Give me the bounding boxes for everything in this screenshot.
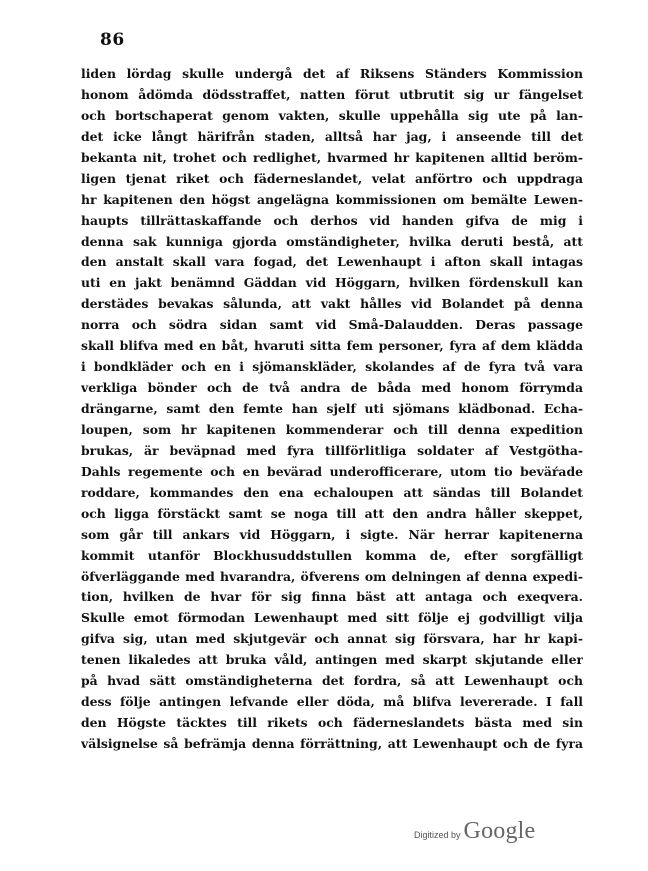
text-line: den Högste täcktes till rikets och fäderneslandets bästa med sin <box>81 715 583 731</box>
text-line: ligen tjenat riket och fäderneslandet, velat anförtro och uppdraga <box>81 170 583 186</box>
text-line: öfverläggande med hvarandra, öfverens om delningen af denna expedi- <box>81 568 583 584</box>
text-line: på hvad sätt omständigheterna det fordra, så att Lewenhaupt och <box>81 673 583 689</box>
text-line: Skulle emot förmodan Lewenhaupt med sitt följe ej godvilligt vilja <box>81 610 583 626</box>
text-line: tenen likaledes att bruka våld, antingen med skarpt skjutande eller <box>81 652 583 668</box>
text-line: skall blifva med en båt, hvaruti sitta fem personer, fyra af dem klädda <box>81 338 583 354</box>
body-text <box>81 64 583 755</box>
text-line: brukas, är beväpnad med fyra tillförlitliga soldater af Vestgötha- <box>81 442 583 458</box>
text-line: verkliga bönder och de två andra de båda med honom förrymda <box>81 380 583 396</box>
text-line: och ligga förstäckt samt se noga till att den andra håller skeppet, <box>81 505 583 521</box>
text-line: hr kapitenen den högst angelägna kommissionen om bemälte Lewen- <box>81 191 583 207</box>
google-logo: Google <box>463 818 536 844</box>
text-line: Dahls regemente och en bevärad underofficerare, utom tio beväŕade <box>81 463 583 479</box>
text-line: i bondkläder och en i sjömanskläder, skolandes af de fyra två vara <box>81 359 583 375</box>
text-line: drängarne, samt den femte han sjelf uti sjömans klädbonad. Echa- <box>81 401 583 416</box>
text-line: liden lördag skulle undergå det af Riksens Ständers Kommission <box>81 66 583 81</box>
text-line: bekanta nit, trohet och redlighet, hvarmed hr kapitenen alltid beröm- <box>81 149 583 165</box>
text-line: honom ådömda dödsstraffet, natten förut utbrutit sig ur fängelset <box>81 86 583 102</box>
text-line: haupts tillrättaskaffande och derhos vid handen gifva de mig i <box>81 212 583 228</box>
text-line: dess följe antingen lefvande eller döda, må blifva levererade. I fall <box>81 694 583 710</box>
text-line: denna sak kunniga gjorda omständigheter, hvilka deruti bestå, att <box>81 233 583 249</box>
text-line: välsignelse så befrämja denna förrättning, att Lewenhaupt och de fyra <box>81 736 583 751</box>
text-line: uti en jakt benämnd Gäddan vid Höggarn, hvilken fördenskull kan <box>81 275 583 291</box>
text-line: och bortschaperat genom vakten, skulle uppehålla sig ute på lan- <box>81 107 583 123</box>
text-line: derstädes bevakas sålunda, att vakt hålles vid Bolandet på denna <box>81 296 583 312</box>
digitized-by-google-watermark <box>414 818 535 845</box>
text-line: norra och södra sidan samt vid Små-Dalaudden. Deras passage <box>81 317 583 333</box>
text-line: roddare, kommandes den ena echaloupen att sändas till Bolandet <box>81 484 583 500</box>
page-number: 86 <box>100 30 125 50</box>
text-line: tion, hvilken de hvar för sig finna bäst att antaga och exeqvera. <box>81 589 583 605</box>
text-line: loupen, som hr kapitenen kommenderar och till denna expedition <box>81 421 583 437</box>
text-line: gifva sig, utan med skjutgevär och annat sig försvara, har hr kapi- <box>81 631 583 647</box>
text-line: den anstalt skall vara fogad, det Lewenhaupt i afton skall intagas <box>81 254 583 270</box>
text-line: som går till ankars vid Höggarn, i sigte. När herrar kapitenerna <box>81 526 583 542</box>
watermark-prefix: Digitized by <box>414 830 461 840</box>
text-line: kommit utanför Blockhusuddstullen komma de, efter sorgfälligt <box>81 547 583 563</box>
text-line: det icke långt härifrån staden, alltså har jag, i anseende till det <box>81 128 583 144</box>
